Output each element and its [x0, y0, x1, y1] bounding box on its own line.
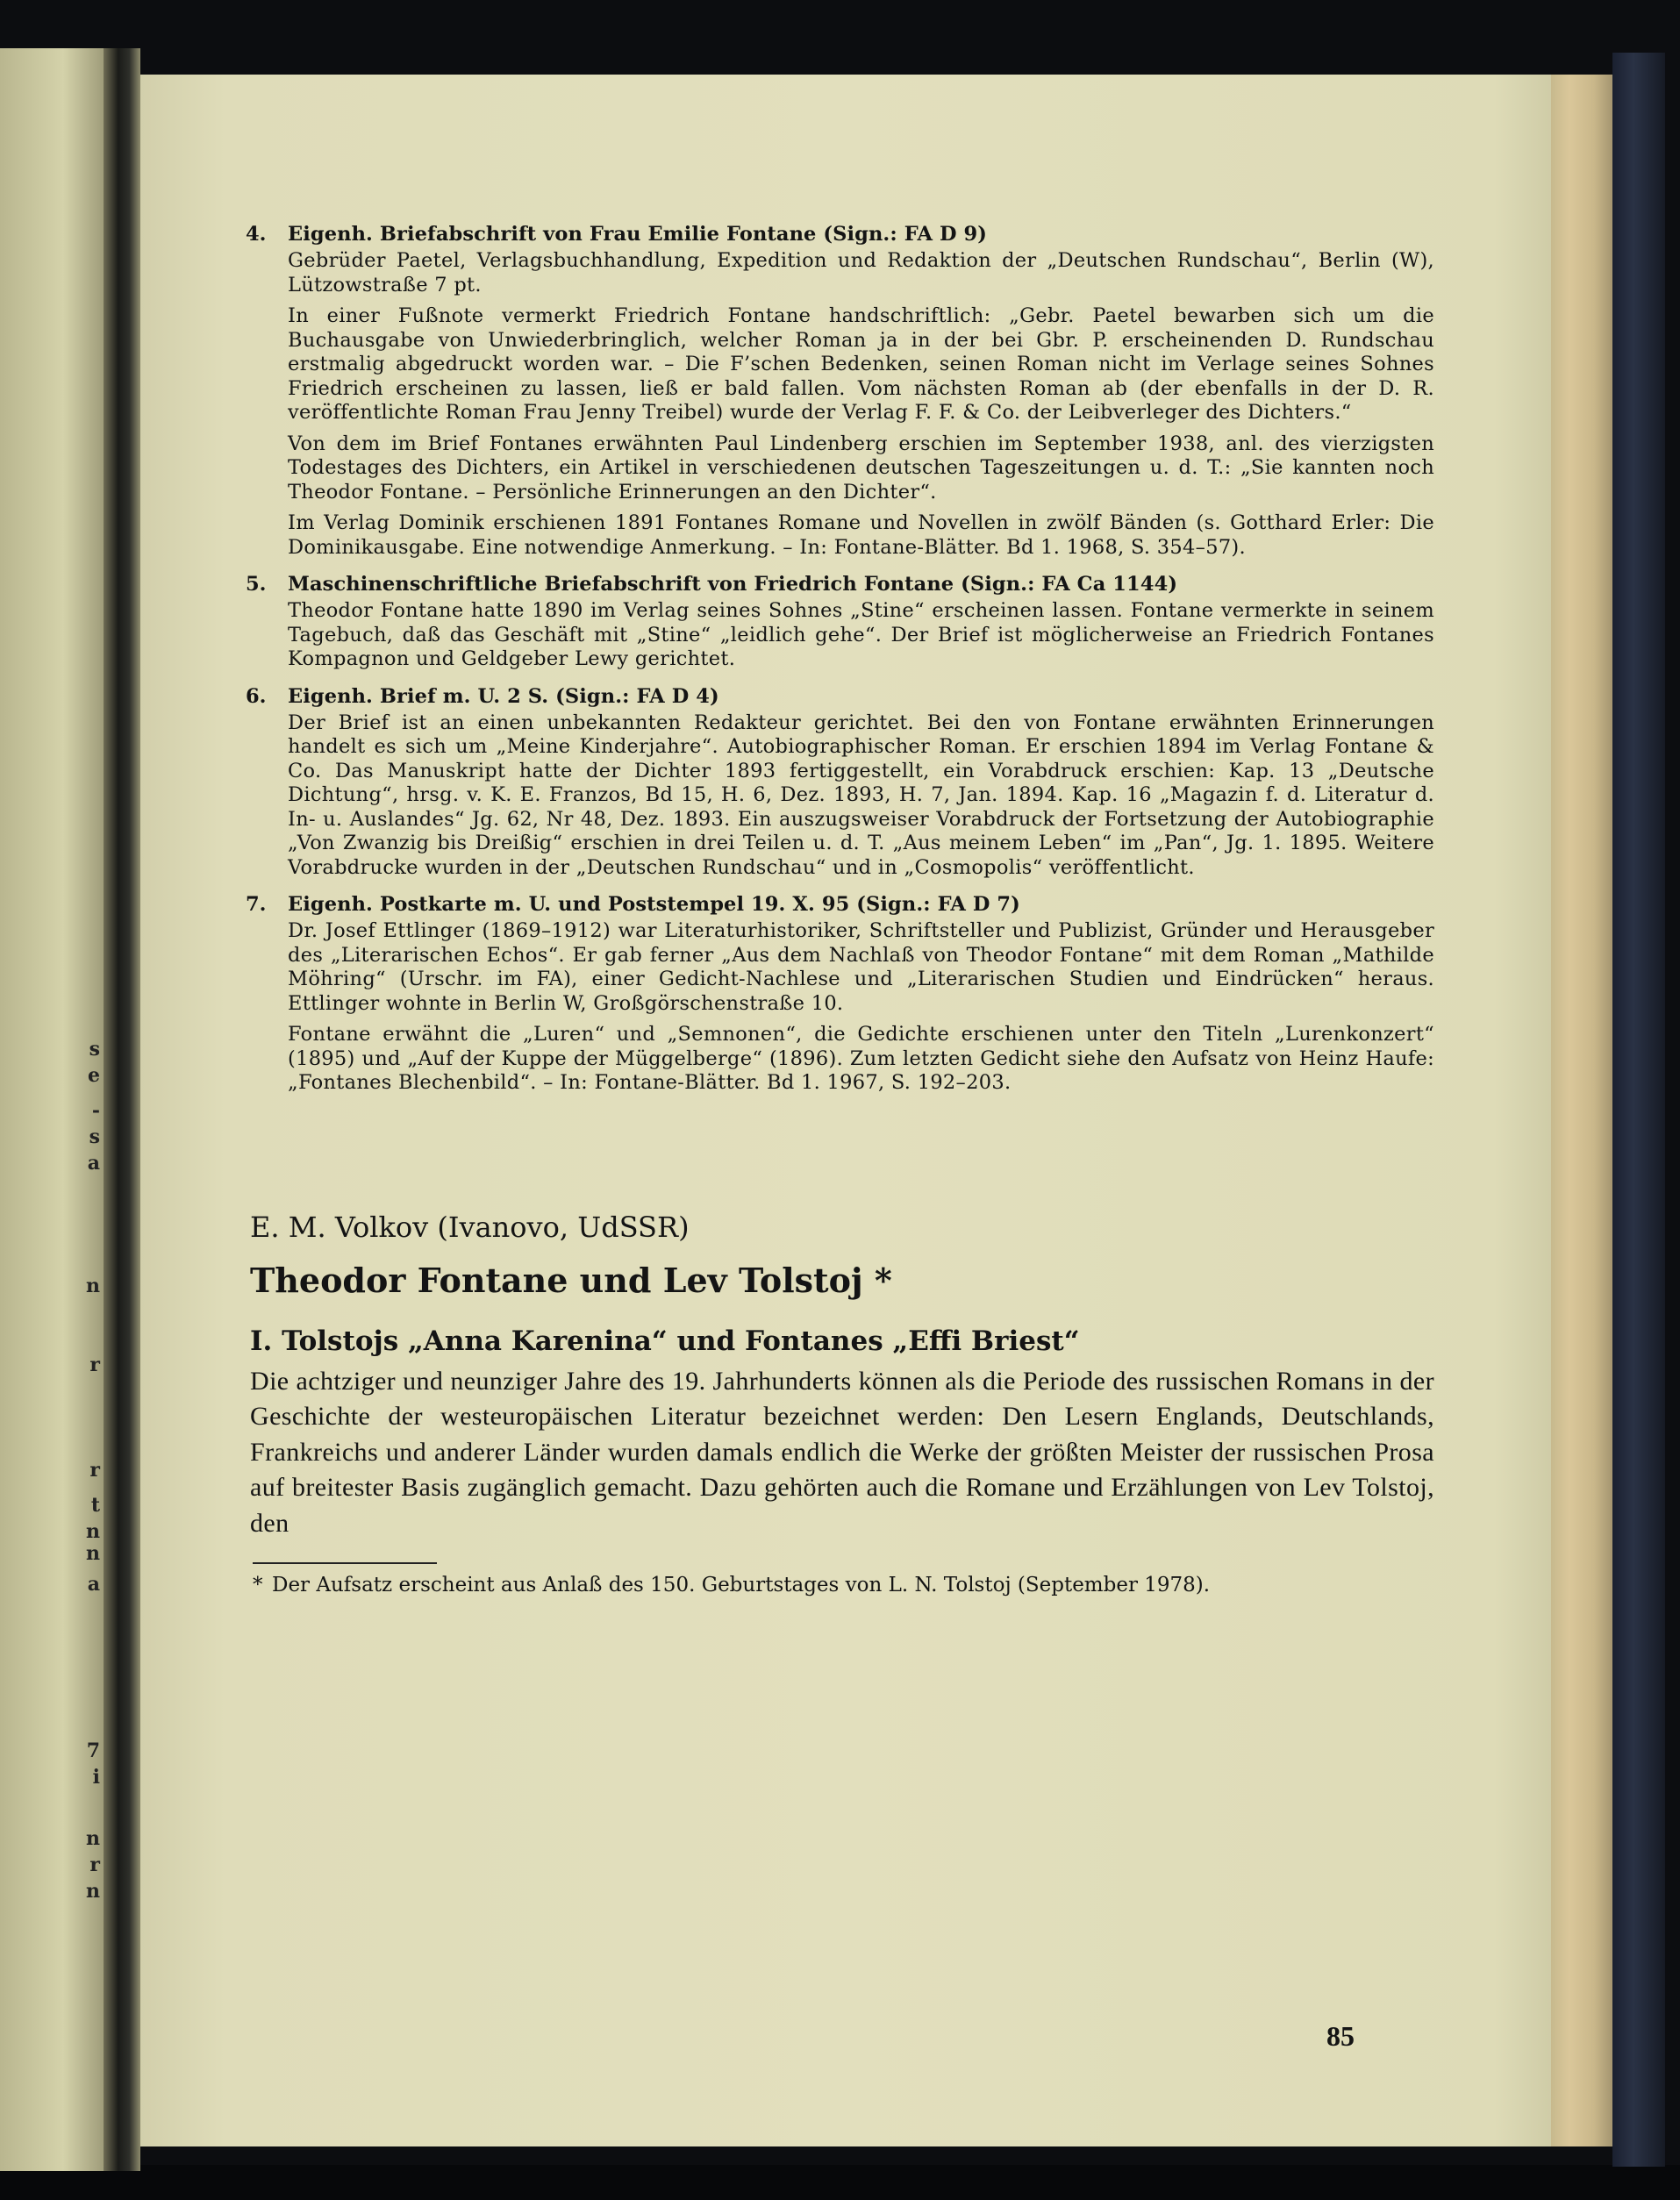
note-paragraph: Im Verlag Dominik erschienen 1891 Fontanes Romane und Novellen in zwölf Bänden (s. Gotthard Erler: Die Dominikausgabe. Eine notwendige Anmerkung. – In: Fontane-Blätter. Bd 1. 1968, S. 354–57).: [288, 511, 1434, 559]
note-number: 7.: [246, 893, 267, 916]
facing-page-fragment: n: [86, 1542, 100, 1565]
note-paragraph: Gebrüder Paetel, Verlagsbuchhandlung, Expedition und Redaktion der „Deutschen Rundschau“, Berlin (W), Lützowstraße 7 pt.: [288, 249, 1434, 296]
note-item: [246, 684, 1434, 881]
section-heading: I. Tolstojs „Anna Karenina“ und Fontanes „Effi Briest“: [250, 1325, 1080, 1357]
note-item: [246, 222, 1434, 560]
note-paragraph: Theodor Fontane hatte 1890 im Verlag seines Sohnes „Stine“ erscheinen lassen. Fontane vermerkte in seinem Tagebuch, daß das Geschäft mit „Stine“ „leidlich gehe“. Der Brief ist möglicherweise an Friedrich Fontanes Kompagnon und Geldgeber Lewy gerichtet.: [288, 599, 1434, 670]
facing-page-fragment: a: [87, 1573, 100, 1596]
facing-page-fragment: i: [92, 1766, 100, 1789]
note-heading: Eigenh. Brief m. U. 2 S. (Sign.: FA D 4): [288, 684, 719, 708]
facing-page-fragment: 7: [86, 1739, 100, 1762]
footnote-divider: [253, 1562, 437, 1564]
facing-page-fragment: s: [89, 1038, 100, 1061]
note-heading: Maschinenschriftliche Briefabschrift von Friedrich Fontane (Sign.: FA Ca 1144): [288, 573, 1178, 596]
facing-page-fragment: r: [89, 1854, 100, 1876]
facing-page-fragment: n: [86, 1880, 100, 1903]
facing-page-fragment: r: [89, 1354, 100, 1376]
facing-page-fragment: n: [86, 1275, 100, 1297]
facing-page-fragment: a: [87, 1152, 100, 1175]
article-body: Die achtziger und neunziger Jahre des 19. Jahrhunderts können als die Periode des russischen Romans in der Geschichte der westeuropäischen Literatur bezeichnet werden: Den Lesern Englands, Deutschlands, Frankreichs und anderer Länder wurden damals endlich die Werke der größten Meister der russischen Prosa auf breitester Basis zugänglich gemacht. Dazu gehörten auch die Romane und Erzählungen von Lev Tolstoj, den: [250, 1366, 1434, 1538]
note-number: 4.: [246, 223, 267, 246]
facing-page-fragment: n: [86, 1520, 100, 1543]
note-paragraph: Dr. Josef Ettlinger (1869–1912) war Literaturhistoriker, Schriftsteller und Publizist, Gründer und Herausgeber des „Literarischen Echos“. Er gab ferner „Aus dem Nachlaß von Theodor Fontane“ mit dem Roman „Mathilde Möhring“ (Urschr. im FA), einer Gedicht-Nachlese und „Literarischen Studien und Eindrücken“ heraus. Ettlinger wohnte in Berlin W, Großgörschenstraße 10.: [288, 919, 1434, 1015]
page-stack-edge: [1551, 75, 1612, 2146]
facing-page-fragment: s: [89, 1125, 100, 1148]
note-paragraph: Fontane erwähnt die „Luren“ und „Semnonen“, die Gedichte erschienen unter den Titeln „Lurenkonzert“ (1895) und „Auf der Kuppe der Müggelberge“ (1896). Zum letzten Gedicht siehe den Aufsatz von Heinz Haufe: „Fontanes Blechenbild“. – In: Fontane-Blätter. Bd 1. 1967, S. 192–203.: [288, 1023, 1434, 1094]
note-heading: Eigenh. Briefabschrift von Frau Emilie Fontane (Sign.: FA D 9): [288, 223, 987, 246]
facing-page-fragment: n: [86, 1827, 100, 1850]
note-paragraph: In einer Fußnote vermerkt Friedrich Fontane handschriftlich: „Gebr. Paetel bewarben sich um die Buchausgabe von Unwiederbringlich, welcher Roman ja in der bei Gbr. P. erscheinenden D. Rundschau erstmalig abgedruckt worden war. – Die F’schen Bedenken, seinen Roman nicht im Verlage seines Sohnes Friedrich erscheinen zu lassen, ließ er bald fallen. Vom nächsten Roman ab (der ebenfalls in der D. R. veröffentlichte Roman Frau Jenny Treibel) wurde der Verlag F. F. & Co. der Leibverleger des Dichters.“: [288, 304, 1434, 424]
book-cover-edge: [1612, 53, 1665, 2167]
note-number: 5.: [246, 573, 267, 596]
facing-page-fragment: t: [90, 1494, 100, 1517]
footnote: [246, 1573, 1434, 1597]
facing-page-fragment: -: [91, 1099, 100, 1122]
article-author: E. M. Volkov (Ivanovo, UdSSR): [250, 1210, 690, 1244]
note-item: [246, 892, 1434, 1096]
note-heading: Eigenh. Postkarte m. U. und Poststempel 19. X. 95 (Sign.: FA D 7): [288, 893, 1020, 916]
page-content: [246, 222, 1434, 1597]
article-title: Theodor Fontane und Lev Tolstoj *: [250, 1260, 892, 1300]
facing-page-fragment: e: [88, 1064, 100, 1087]
note-paragraph: Von dem im Brief Fontanes erwähnten Paul Lindenberg erschien im September 1938, anl. des vierzigsten Todestages des Dichters, ein Artikel in verschiedenen deutschen Tageszeitungen u. d. T.: „Sie kannten noch Theodor Fontane. – Persönliche Erinnerungen an den Dichter“.: [288, 432, 1434, 504]
page-number: 85: [1326, 2020, 1355, 2052]
facing-page-fragment: r: [89, 1459, 100, 1482]
note-paragraph: Der Brief ist an einen unbekannten Redakteur gerichtet. Bei den von Fontane erwähnten Erinnerungen handelt es sich um „Meine Kinderjahre“. Autobiographischer Roman. Er erschien 1894 im Verlag Fontane & Co. Das Manuskript hatte der Dichter 1893 fertiggestellt, ein Vorabdruck erschien: Kap. 13 „Deutsche Dichtung“, hrsg. v. K. E. Franzos, Bd 15, H. 6, Dez. 1893, H. 7, Jan. 1894. Kap. 16 „Magazin f. d. Literatur d. In- u. Auslandes“ Jg. 62, Nr 48, Dez. 1893. Ein auszugsweiser Vorabdruck der Fortsetzung der Autobiographie „Von Zwanzig bis Dreißig“ erschien in drei Teilen u. d. T. „Aus meinem Leben“ im „Pan“, Jg. 1. 1895. Weitere Vorabdrucke wurden in der „Deutschen Rundschau“ und in „Cosmopolis“ veröffentlicht.: [288, 711, 1434, 879]
footnote-text: Der Aufsatz erscheint aus Anlaß des 150. Geburtstages von L. N. Tolstoj (September 1978).: [272, 1574, 1211, 1596]
footnote-marker: *: [253, 1574, 263, 1596]
left-page-edge: [0, 48, 105, 2171]
book-page: [140, 75, 1551, 2146]
note-item: [246, 572, 1434, 672]
backdrop: [0, 2165, 1680, 2200]
book-gutter: [104, 48, 140, 2171]
note-number: 6.: [246, 684, 267, 708]
